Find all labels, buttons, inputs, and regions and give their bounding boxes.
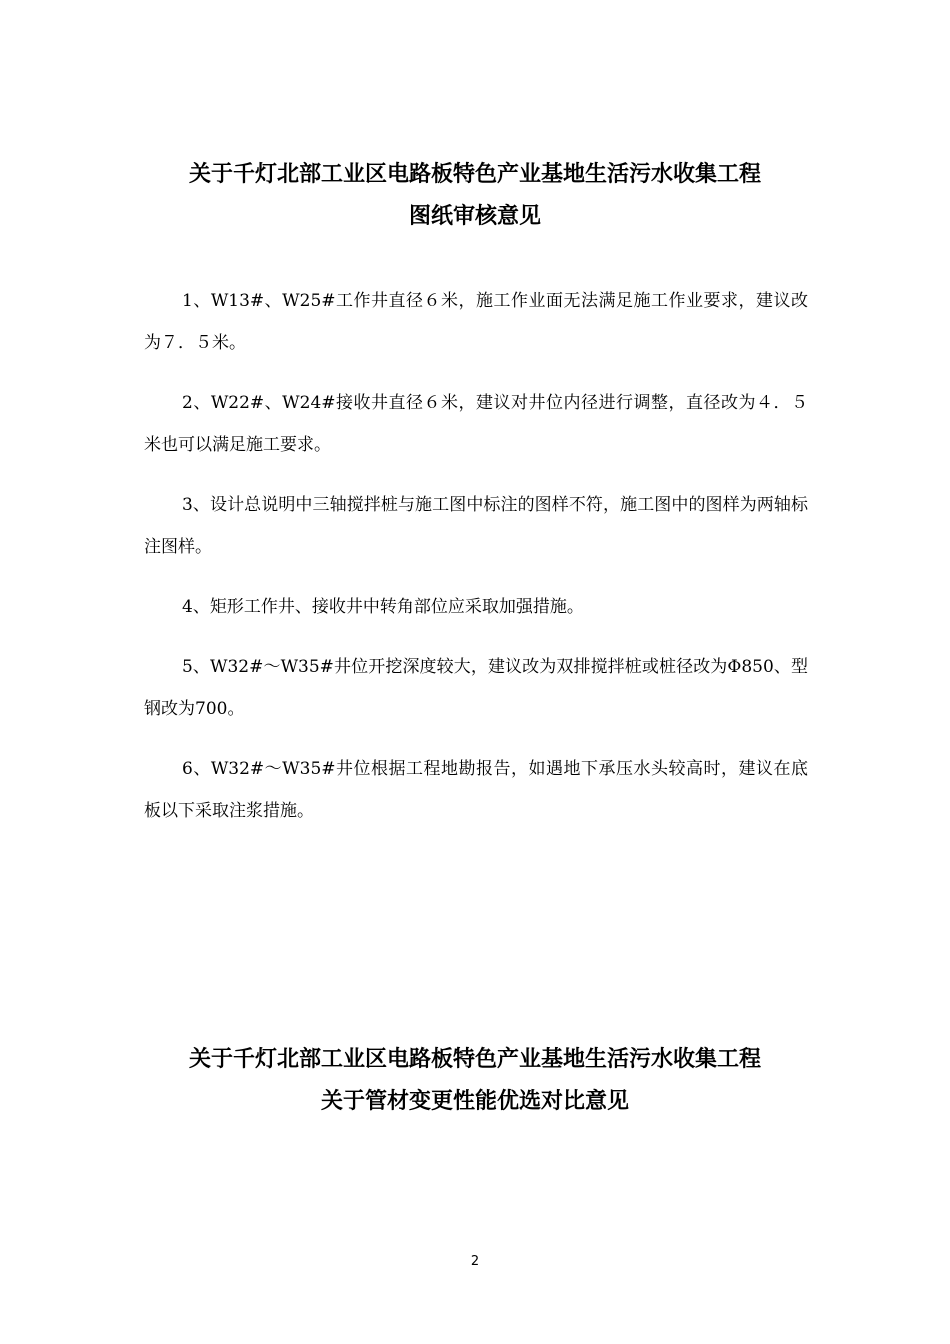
- review-item-5: 5、W32#～W35#井位开挖深度较大，建议改为双排搅拌桩或桩径改为Φ850、型钢改为700。: [144, 657, 808, 719]
- review-item-6: 6、W32#～W35#井位根据工程地勘报告，如遇地下承压水头较高时，建议在底板以下采取注浆措施。: [144, 759, 808, 821]
- section-1-title-line-1: 关于千灯北部工业区电路板特色产业基地生活污水收集工程: [188, 162, 761, 187]
- section-2-title-line-2: 关于管材变更性能优选对比意见: [320, 1089, 629, 1114]
- section-2-title-line-1: 关于千灯北部工业区电路板特色产业基地生活污水收集工程: [188, 1047, 761, 1072]
- review-item-4: 4、矩形工作井、接收井中转角部位应采取加强措施。: [182, 597, 584, 617]
- section-1-title-line-2: 图纸审核意见: [408, 204, 541, 229]
- section-1-title: [0, 154, 950, 238]
- review-item-1: 1、W13#、W25#工作井直径６米，施工作业面无法满足施工作业要求，建议改为７．５米。: [144, 291, 808, 353]
- review-item-3: 3、设计总说明中三轴搅拌桩与施工图中标注的图样不符，施工图中的图样为两轴标注图样。: [144, 495, 808, 557]
- page-number: 2: [470, 1254, 480, 1269]
- review-item-2: 2、W22#、W24#接收井直径６米，建议对井位内径进行调整，直径改为４．５米也可以满足施工要求。: [144, 393, 808, 455]
- review-items: [144, 280, 808, 850]
- section-2-title: [0, 1039, 950, 1123]
